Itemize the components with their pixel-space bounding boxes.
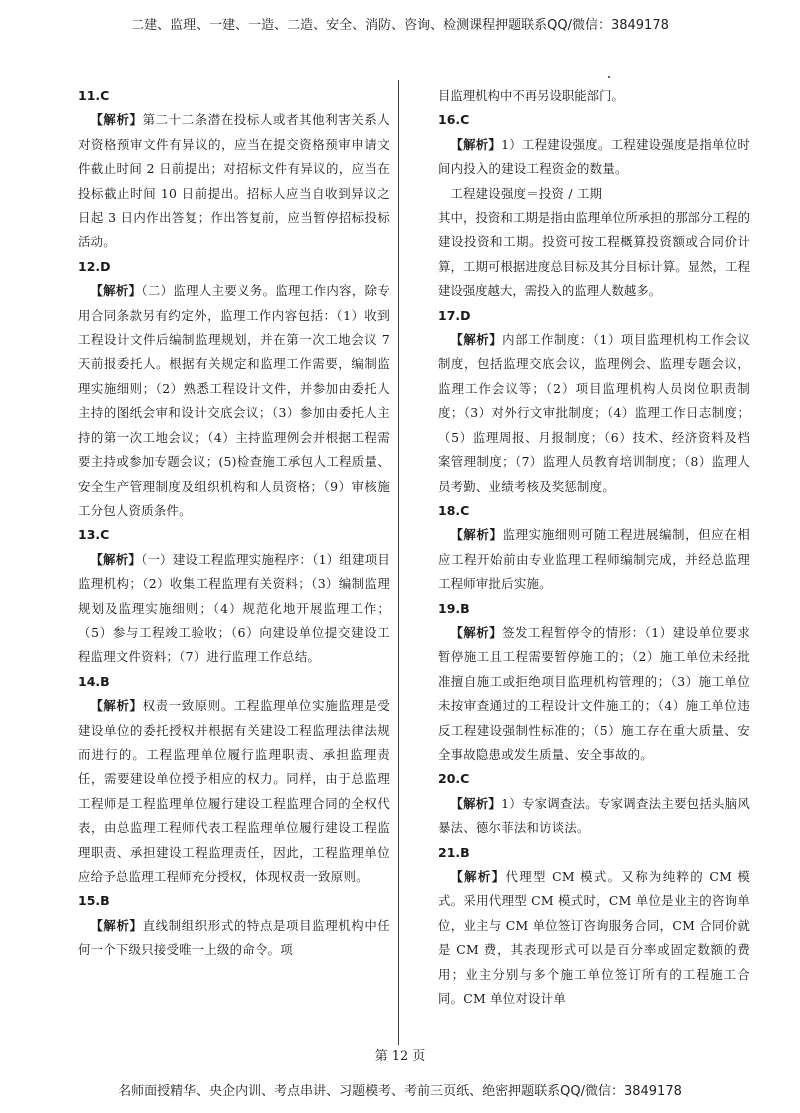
- analysis-tag: 【解析】: [450, 136, 502, 152]
- analysis-tag: 【解析】: [450, 332, 503, 348]
- answer-explanation: [78, 548, 390, 670]
- page-header: 二建、监理、一建、一造、二造、安全、消防、咨询、检测课程押题联系QQ/微信：3849178: [131, 18, 669, 33]
- explanation-text: 直线制组织形式的特点是项目监理机构中任何一个下级只接受唯一上级的命令。项: [78, 917, 391, 958]
- answer-item: [438, 304, 750, 499]
- answer-explanation: [78, 694, 390, 889]
- answer-number: 15.B: [78, 893, 110, 909]
- right-column: [438, 84, 750, 1011]
- answer-number: 11.C: [78, 88, 110, 103]
- answer-item: [78, 523, 390, 669]
- answer-explanation: [438, 523, 750, 596]
- answer-number: 16.C: [438, 112, 470, 128]
- answer-item: [438, 767, 750, 840]
- answer-explanation: [438, 133, 750, 182]
- answer-explanation: [438, 621, 750, 767]
- analysis-tag: 【解析】: [90, 112, 143, 128]
- analysis-tag: 【解析】: [450, 795, 502, 811]
- speck: [608, 76, 610, 78]
- answer-item: [438, 108, 750, 303]
- analysis-tag: 【解析】: [90, 283, 142, 299]
- explanation-text: 代理型 CM 模式。又称为纯粹的 CM 模式。采用代理型 CM 模式时，CM 单位是业主的咨询单位，业主与 CM 单位签订咨询服务合同，CM 合同价就是 CM 费，其表现形式可以是百分率或固定数额的费用；业主分别与多个施工单位签订所有的工程施工合同。CM 单位对设计单: [438, 869, 751, 1007]
- continued-text: 目监理机构中不再另设职能部门。: [438, 88, 624, 103]
- explanation-text: 权责一致原则。工程监理单位实施监理是受建设单位的委托授权并根据有关建设工程监理法律法规而进行的。工程监理单位履行监理职责、承担监理责任，需要建设单位授予相应的权力。同样，由于总监理工程师是工程监理单位履行建设工程监理合同的全权代表，由总监理工程师代表工程监理单位履行建设工程监理职责、承担建设工程监理责任，因此，工程监理单位应给予总监理工程师充分授权，体现权责一致原则。: [78, 698, 391, 884]
- explanation-text: 1）专家调查法。专家调查法主要包括头脑风暴法、德尔菲法和访谈法。: [438, 795, 751, 836]
- analysis-tag: 【解析】: [450, 527, 503, 543]
- answer-number: 13.C: [78, 527, 110, 543]
- answer-item: [438, 597, 750, 768]
- left-column: [78, 84, 390, 963]
- page-footer: 名师面授精华、央企内训、考点串讲、习题模考、考前三页纸、绝密押题联系QQ/微信：3849178: [118, 1084, 682, 1099]
- answer-number: 21.B: [438, 844, 470, 860]
- answer-item: [438, 841, 750, 1012]
- analysis-tag: 【解析】: [90, 698, 143, 714]
- answer-explanation: [78, 914, 390, 963]
- analysis-tag: 【解析】: [450, 624, 503, 640]
- answer-number: 14.B: [78, 673, 110, 689]
- explanation-continued: 其中，投资和工期是指由监理单位所承担的那部分工程的建设投资和工期。投资可按工程概算投资额或合同价计算，工期可根据进度总目标及其分目标计算。显然，工程建设强度越大，需投入的监理人数越多。: [438, 210, 750, 299]
- explanation-text: 监理实施细则可随工程进展编制，但应在相应工程开始前由专业监理工程师编制完成，并经总监理工程师审批后实施。: [438, 527, 751, 592]
- answer-item: [78, 670, 390, 890]
- answer-number: 12.D: [78, 258, 111, 274]
- answer-explanation: [438, 865, 750, 1011]
- analysis-tag: 【解析】: [90, 551, 142, 567]
- answer-item: [438, 499, 750, 597]
- answer-item: [78, 84, 390, 255]
- explanation-text: 1）工程建设强度。工程建设强度是指单位时间内投入的建设工程资金的数量。: [438, 136, 751, 177]
- explanation-text: 第二十二条潜在投标人或者其他利害关系人对资格预审文件有异议的，应当在提交资格预审申请文件截止时间 2 日前提出；对招标文件有异议的，应当在投标截止时间 10 日前提出。招标人应当自收到异议之日起 3 日内作出答复；作出答复前，应当暂停招标投标活动。: [78, 112, 391, 250]
- analysis-tag: 【解析】: [450, 869, 506, 884]
- answer-number: 20.C: [438, 771, 470, 787]
- explanation-text: 内部工作制度：（1）项目监理机构工作会议制度，包括监理交底会议，监理例会、监理专题会议，监理工作会议等；（2）项目监理机构人员岗位职责制度；（3）对外行文审批制度；（4）监理工作日志制度；（5）监理周报、月报制度；（6）技术、经济资料及档案管理制度；（7）监理人员教育培训制度；（8）监理人员考勤、业绩考核及奖惩制度。: [438, 332, 751, 494]
- answer-number: 18.C: [438, 502, 470, 518]
- answer-explanation: [78, 108, 390, 254]
- answer-number: 19.B: [438, 600, 470, 616]
- answer-number: 17.D: [438, 307, 471, 323]
- page-number: 第 12 页: [374, 1049, 426, 1064]
- answer-explanation: [438, 328, 750, 499]
- formula-line: 工程建设强度＝投资 / 工期: [450, 185, 603, 201]
- explanation-text: （二）监理人主要义务。监理工作内容，除专用合同条款另有约定外，监理工作内容包括：（1）收到工程设计文件后编制监理规划，并在第一次工地会议 7 天前报委托人。根据有关规定和监理工作需要，编制监理实施细则；（2）熟悉工程设计文件，并参加由委托人主持的图纸会审和设计交底会议；（3）参加由委托人主持的第一次工地会议；（4）主持监理例会并根据工程需要主持或参加专题会议；(5)检查施工承包人工程质量、安全生产管理制度及组织机构和人员资格；（9）审核施工分包人资质条件。: [78, 283, 390, 518]
- explanation-text: （一）建设工程监理实施程序：（1）组建项目监理机构；（2）收集工程监理有关资料；（3）编制监理规划及监理实施细则；（4）规范化地开展监理工作；（5）参与工程竣工验收；（6）向建设单位提交建设工程监理文件资料；（7）进行监理工作总结。: [78, 551, 391, 665]
- column-divider: [398, 80, 399, 1045]
- explanation-text: 签发工程暂停令的情形：（1）建设单位要求暂停施工且工程需要暂停施工的；（2）施工单位未经批准擅自施工或拒绝项目监理机构管理的；（3）施工单位未按审查通过的工程设计文件施工的；（4）施工单位违反工程建设强制性标准的；（5）施工存在重大质量、安全事故隐患或发生质量、安全事故的。: [438, 624, 751, 762]
- answer-explanation: [438, 792, 750, 841]
- answer-item: [78, 889, 390, 962]
- answer-explanation: [78, 279, 390, 523]
- answer-item: [78, 255, 390, 523]
- analysis-tag: 【解析】: [90, 917, 143, 933]
